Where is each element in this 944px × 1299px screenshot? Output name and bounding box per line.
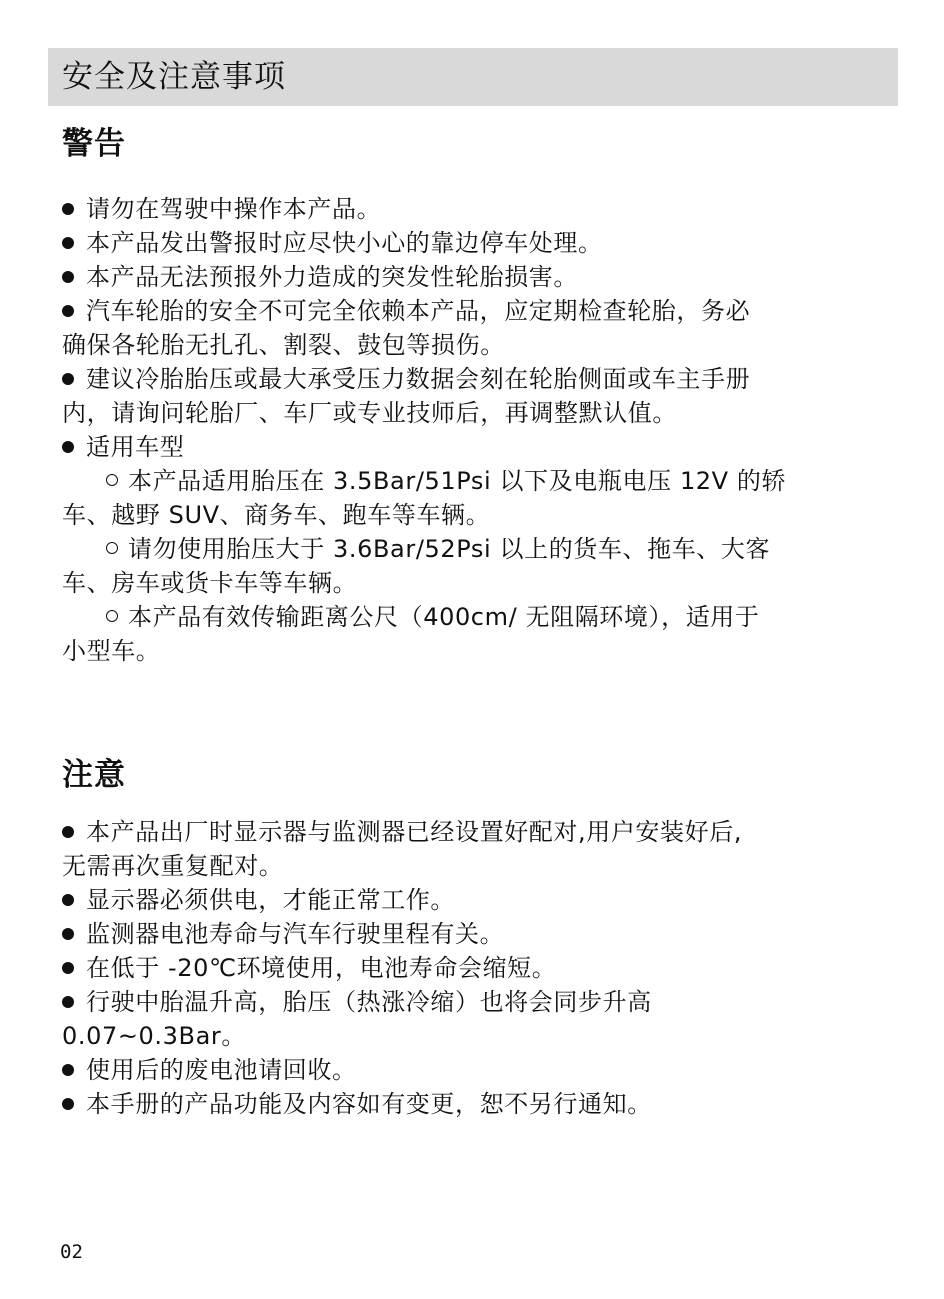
bullet-dot-icon bbox=[62, 203, 74, 215]
list-item: 本产品发出警报时应尽快小心的靠边停车处理。 bbox=[62, 226, 892, 260]
bullet-dot-icon bbox=[62, 996, 74, 1008]
page-number: 02 bbox=[60, 1241, 83, 1263]
bullet-dot-icon bbox=[62, 928, 74, 940]
bullet-dot-icon bbox=[62, 271, 74, 283]
list-item: 使用后的废电池请回收。 bbox=[62, 1053, 892, 1087]
warning-section bbox=[62, 124, 892, 668]
bullet-dot-icon bbox=[62, 305, 74, 317]
section-header-bar bbox=[48, 48, 898, 106]
notice-section bbox=[62, 755, 892, 1121]
list-item-continuation: 小型车。 bbox=[62, 637, 161, 665]
list-item: 在低于 -20℃环境使用，电池寿命会缩短。 bbox=[62, 951, 892, 985]
list-item-continuation: 无需再次重复配对。 bbox=[62, 852, 284, 880]
list-item: 本产品无法预报外力造成的突发性轮胎损害。 bbox=[62, 260, 892, 294]
list-item: 监测器电池寿命与汽车行驶里程有关。 bbox=[62, 917, 892, 951]
bullet-circle-icon bbox=[106, 542, 118, 554]
sub-list-item: 本产品适用胎压在 3.5Bar/51Psi 以下及电瓶电压 12V 的轿 bbox=[62, 464, 892, 498]
bullet-dot-icon bbox=[62, 373, 74, 385]
warning-title: 警告 bbox=[62, 126, 126, 162]
list-item-continuation: 车、房车或货卡车等车辆。 bbox=[62, 569, 358, 597]
list-item-continuation: 内，请询问轮胎厂、车厂或专业技师后，再调整默认值。 bbox=[62, 399, 677, 427]
list-item: 本手册的产品功能及内容如有变更，恕不另行通知。 bbox=[62, 1087, 892, 1121]
bullet-dot-icon bbox=[62, 441, 74, 453]
list-item: 适用车型 bbox=[62, 430, 892, 464]
sub-list-item: 请勿使用胎压大于 3.6Bar/52Psi 以上的货车、拖车、大客 bbox=[62, 532, 892, 566]
bullet-dot-icon bbox=[62, 237, 74, 249]
bullet-dot-icon bbox=[62, 826, 74, 838]
list-item-continuation: 0.07~0.3Bar。 bbox=[62, 1022, 246, 1050]
sub-list-item: 本产品有效传输距离公尺（400cm/ 无阻隔环境），适用于 bbox=[62, 600, 892, 634]
notice-title: 注意 bbox=[62, 757, 126, 793]
bullet-dot-icon bbox=[62, 1064, 74, 1076]
list-item-continuation: 车、越野 SUV、商务车、跑车等车辆。 bbox=[62, 501, 491, 529]
bullet-dot-icon bbox=[62, 962, 74, 974]
bullet-dot-icon bbox=[62, 1098, 74, 1110]
list-item: 请勿在驾驶中操作本产品。 bbox=[62, 192, 892, 226]
list-item: 建议冷胎胎压或最大承受压力数据会刻在轮胎侧面或车主手册 bbox=[62, 362, 892, 396]
list-item: 行驶中胎温升高，胎压（热涨冷缩）也将会同步升高 bbox=[62, 985, 892, 1019]
list-item: 显示器必须供电，才能正常工作。 bbox=[62, 883, 892, 917]
bullet-dot-icon bbox=[62, 894, 74, 906]
bullet-circle-icon bbox=[106, 610, 118, 622]
list-item-continuation: 确保各轮胎无扎孔、割裂、鼓包等损伤。 bbox=[62, 331, 505, 359]
list-item: 本产品出厂时显示器与监测器已经设置好配对,用户安装好后, bbox=[62, 815, 892, 849]
warning-list bbox=[62, 192, 892, 668]
page-title: 安全及注意事项 bbox=[62, 59, 286, 95]
notice-list bbox=[62, 815, 892, 1121]
list-item: 汽车轮胎的安全不可完全依赖本产品，应定期检查轮胎，务必 bbox=[62, 294, 892, 328]
bullet-circle-icon bbox=[106, 474, 118, 486]
